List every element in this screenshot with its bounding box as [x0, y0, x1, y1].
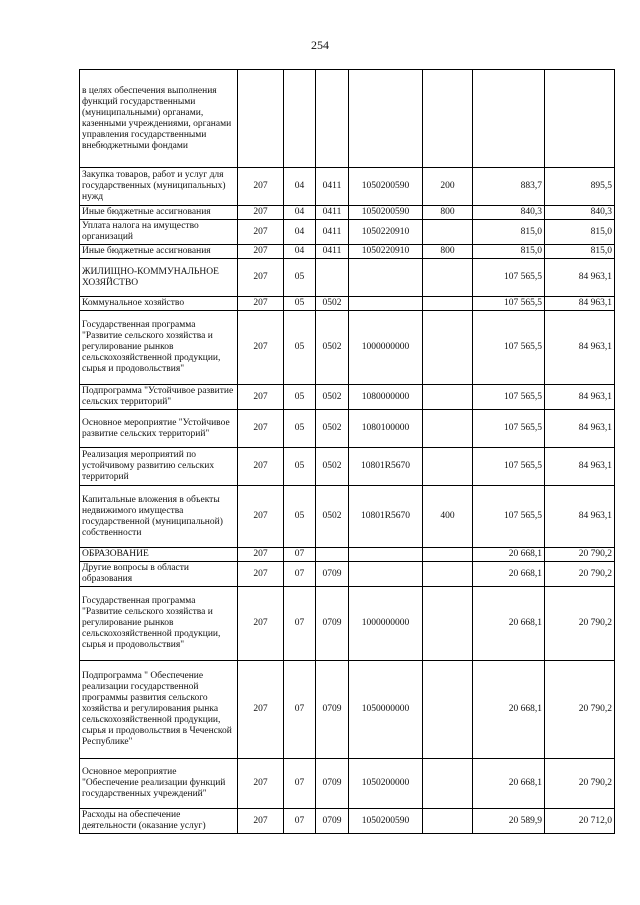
- row-sum2-cell: 20 790,2: [545, 562, 615, 587]
- row-name-cell: Расходы на обеспечение деятельности (оказание услуг): [80, 809, 238, 834]
- table-row: [80, 220, 615, 245]
- row-csr-cell: 10801R5670: [349, 486, 423, 548]
- row-ved-cell: 207: [238, 809, 284, 834]
- row-ved-cell: 207: [238, 385, 284, 410]
- row-pr-cell: 0411: [316, 206, 349, 220]
- row-vr-cell: [423, 297, 473, 311]
- row-sum2-cell: 84 963,1: [545, 410, 615, 448]
- row-csr-cell: [349, 70, 423, 168]
- table-row: [80, 548, 615, 562]
- row-pr-cell: 0502: [316, 486, 349, 548]
- row-sum2-cell: 84 963,1: [545, 448, 615, 486]
- row-csr-cell: 1000000000: [349, 311, 423, 385]
- row-ved-cell: [238, 70, 284, 168]
- row-sum1-cell: 107 565,5: [473, 448, 545, 486]
- row-ved-cell: 207: [238, 311, 284, 385]
- row-csr-cell: 1050200000: [349, 759, 423, 809]
- row-name-cell: Иные бюджетные ассигнования: [80, 206, 238, 220]
- row-name-cell: Уплата налога на имущество организаций: [80, 220, 238, 245]
- row-csr-cell: [349, 259, 423, 297]
- row-vr-cell: [423, 385, 473, 410]
- row-sum1-cell: 20 668,1: [473, 562, 545, 587]
- table-row: [80, 410, 615, 448]
- row-rz-cell: 05: [284, 297, 316, 311]
- row-rz-cell: 05: [284, 486, 316, 548]
- row-csr-cell: 1080100000: [349, 410, 423, 448]
- row-ved-cell: 207: [238, 661, 284, 759]
- row-pr-cell: 0411: [316, 220, 349, 245]
- row-pr-cell: 0411: [316, 245, 349, 259]
- row-name-cell: Коммунальное хозяйство: [80, 297, 238, 311]
- row-vr-cell: [423, 410, 473, 448]
- row-csr-cell: 1050200590: [349, 809, 423, 834]
- row-rz-cell: 05: [284, 385, 316, 410]
- row-sum2-cell: 84 963,1: [545, 385, 615, 410]
- row-vr-cell: [423, 587, 473, 661]
- row-vr-cell: [423, 562, 473, 587]
- row-sum1-cell: 20 668,1: [473, 661, 545, 759]
- row-name-cell: в целях обеспечения выполнения функций государственными (муниципальными) органами, казенными учреждениями, органами управления государственными внебюджетными фондами: [80, 70, 238, 168]
- row-ved-cell: 207: [238, 168, 284, 206]
- row-pr-cell: 0709: [316, 587, 349, 661]
- row-vr-cell: 400: [423, 486, 473, 548]
- row-pr-cell: 0709: [316, 562, 349, 587]
- table-row: [80, 168, 615, 206]
- row-rz-cell: [284, 70, 316, 168]
- row-name-cell: Государственная программа "Развитие сельского хозяйства и регулирование рынков сельскохозяйственной продукции, сырья и продовольствия": [80, 311, 238, 385]
- row-sum2-cell: 84 963,1: [545, 259, 615, 297]
- row-sum1-cell: 20 668,1: [473, 759, 545, 809]
- row-rz-cell: 07: [284, 562, 316, 587]
- row-pr-cell: 0709: [316, 809, 349, 834]
- row-sum1-cell: 883,7: [473, 168, 545, 206]
- row-ved-cell: 207: [238, 562, 284, 587]
- row-sum1-cell: 20 668,1: [473, 548, 545, 562]
- row-csr-cell: [349, 562, 423, 587]
- row-ved-cell: 207: [238, 206, 284, 220]
- row-name-cell: Подпрограмма "Устойчивое развитие сельских территорий": [80, 385, 238, 410]
- row-ved-cell: 207: [238, 486, 284, 548]
- row-csr-cell: 10801R5670: [349, 448, 423, 486]
- row-sum1-cell: 107 565,5: [473, 311, 545, 385]
- row-rz-cell: 04: [284, 220, 316, 245]
- row-csr-cell: 1050220910: [349, 245, 423, 259]
- row-ved-cell: 207: [238, 245, 284, 259]
- row-sum1-cell: 815,0: [473, 220, 545, 245]
- row-rz-cell: 07: [284, 587, 316, 661]
- table-row: [80, 661, 615, 759]
- row-sum2-cell: 84 963,1: [545, 486, 615, 548]
- row-rz-cell: 04: [284, 168, 316, 206]
- row-sum2-cell: 815,0: [545, 220, 615, 245]
- table-row: [80, 448, 615, 486]
- row-name-cell: Подпрограмма " Обеспечение реализации государственной программы развития сельского хозяйства и регулирования рынка сельскохозяйственной продукции, сырья и продовольствия в Чеченской Республике": [80, 661, 238, 759]
- table-row: [80, 311, 615, 385]
- row-pr-cell: 0502: [316, 297, 349, 311]
- table-row: [80, 809, 615, 834]
- row-rz-cell: 05: [284, 311, 316, 385]
- row-ved-cell: 207: [238, 297, 284, 311]
- row-sum2-cell: 20 790,2: [545, 661, 615, 759]
- table-row: [80, 385, 615, 410]
- row-name-cell: Иные бюджетные ассигнования: [80, 245, 238, 259]
- row-ved-cell: 207: [238, 587, 284, 661]
- table-row: [80, 486, 615, 548]
- page-number: 254: [311, 38, 329, 52]
- row-ved-cell: 207: [238, 410, 284, 448]
- row-pr-cell: 0709: [316, 661, 349, 759]
- row-csr-cell: 1080000000: [349, 385, 423, 410]
- table-row: [80, 587, 615, 661]
- row-sum2-cell: 84 963,1: [545, 297, 615, 311]
- row-csr-cell: [349, 548, 423, 562]
- row-ved-cell: 207: [238, 448, 284, 486]
- row-rz-cell: 07: [284, 809, 316, 834]
- row-ved-cell: 207: [238, 759, 284, 809]
- row-csr-cell: 1050220910: [349, 220, 423, 245]
- row-name-cell: Закупка товаров, работ и услуг для государственных (муниципальных) нужд: [80, 168, 238, 206]
- budget-table: [79, 69, 615, 834]
- row-pr-cell: 0502: [316, 448, 349, 486]
- row-ved-cell: 207: [238, 259, 284, 297]
- row-sum2-cell: [545, 70, 615, 168]
- row-rz-cell: 04: [284, 245, 316, 259]
- row-sum1-cell: 20 589,9: [473, 809, 545, 834]
- row-vr-cell: [423, 220, 473, 245]
- row-rz-cell: 04: [284, 206, 316, 220]
- row-vr-cell: 800: [423, 206, 473, 220]
- row-ved-cell: 207: [238, 220, 284, 245]
- row-csr-cell: 1050200590: [349, 206, 423, 220]
- row-sum1-cell: 107 565,5: [473, 297, 545, 311]
- row-sum2-cell: 20 712,0: [545, 809, 615, 834]
- row-sum2-cell: 840,3: [545, 206, 615, 220]
- table-row: [80, 206, 615, 220]
- table-row: [80, 759, 615, 809]
- row-sum1-cell: [473, 70, 545, 168]
- table-row: [80, 70, 615, 168]
- row-pr-cell: 0709: [316, 759, 349, 809]
- row-vr-cell: [423, 661, 473, 759]
- row-name-cell: Другие вопросы в области образования: [80, 562, 238, 587]
- row-rz-cell: 07: [284, 661, 316, 759]
- row-pr-cell: 0411: [316, 168, 349, 206]
- row-pr-cell: 0502: [316, 410, 349, 448]
- row-sum2-cell: 20 790,2: [545, 587, 615, 661]
- row-vr-cell: [423, 809, 473, 834]
- row-name-cell: Основное мероприятие "Устойчивое развитие сельских территорий": [80, 410, 238, 448]
- row-name-cell: Основное мероприятие "Обеспечение реализации функций государственных учреждений": [80, 759, 238, 809]
- row-sum1-cell: 840,3: [473, 206, 545, 220]
- row-vr-cell: 800: [423, 245, 473, 259]
- row-name-cell: Реализация мероприятий по устойчивому развитию сельских территорий: [80, 448, 238, 486]
- row-sum1-cell: 107 565,5: [473, 385, 545, 410]
- row-vr-cell: [423, 70, 473, 168]
- row-sum2-cell: 895,5: [545, 168, 615, 206]
- row-ved-cell: 207: [238, 548, 284, 562]
- row-rz-cell: 05: [284, 448, 316, 486]
- row-csr-cell: [349, 297, 423, 311]
- row-sum1-cell: 107 565,5: [473, 486, 545, 548]
- table-row: [80, 245, 615, 259]
- row-vr-cell: 200: [423, 168, 473, 206]
- row-csr-cell: 1050000000: [349, 661, 423, 759]
- row-vr-cell: [423, 759, 473, 809]
- row-name-cell: ОБРАЗОВАНИЕ: [80, 548, 238, 562]
- row-csr-cell: 1050200590: [349, 168, 423, 206]
- table-body: [80, 70, 615, 834]
- row-sum1-cell: 107 565,5: [473, 259, 545, 297]
- row-vr-cell: [423, 259, 473, 297]
- row-sum2-cell: 20 790,2: [545, 759, 615, 809]
- row-csr-cell: 1000000000: [349, 587, 423, 661]
- row-rz-cell: 05: [284, 259, 316, 297]
- table-row: [80, 562, 615, 587]
- row-rz-cell: 05: [284, 410, 316, 448]
- row-pr-cell: 0502: [316, 385, 349, 410]
- row-sum1-cell: 107 565,5: [473, 410, 545, 448]
- table-row: [80, 259, 615, 297]
- row-pr-cell: 0502: [316, 311, 349, 385]
- row-name-cell: Государственная программа "Развитие сельского хозяйства и регулирование рынков сельскохозяйственной продукции, сырья и продовольствия": [80, 587, 238, 661]
- row-sum2-cell: 84 963,1: [545, 311, 615, 385]
- row-rz-cell: 07: [284, 759, 316, 809]
- row-name-cell: Капитальные вложения в объекты недвижимого имущества государственной (муниципальной) собственности: [80, 486, 238, 548]
- row-vr-cell: [423, 448, 473, 486]
- table-row: [80, 297, 615, 311]
- row-pr-cell: [316, 70, 349, 168]
- row-name-cell: ЖИЛИЩНО-КОММУНАЛЬНОЕ ХОЗЯЙСТВО: [80, 259, 238, 297]
- row-rz-cell: 07: [284, 548, 316, 562]
- row-pr-cell: [316, 259, 349, 297]
- row-vr-cell: [423, 311, 473, 385]
- row-pr-cell: [316, 548, 349, 562]
- row-sum1-cell: 815,0: [473, 245, 545, 259]
- row-sum2-cell: 815,0: [545, 245, 615, 259]
- row-sum1-cell: 20 668,1: [473, 587, 545, 661]
- row-vr-cell: [423, 548, 473, 562]
- row-sum2-cell: 20 790,2: [545, 548, 615, 562]
